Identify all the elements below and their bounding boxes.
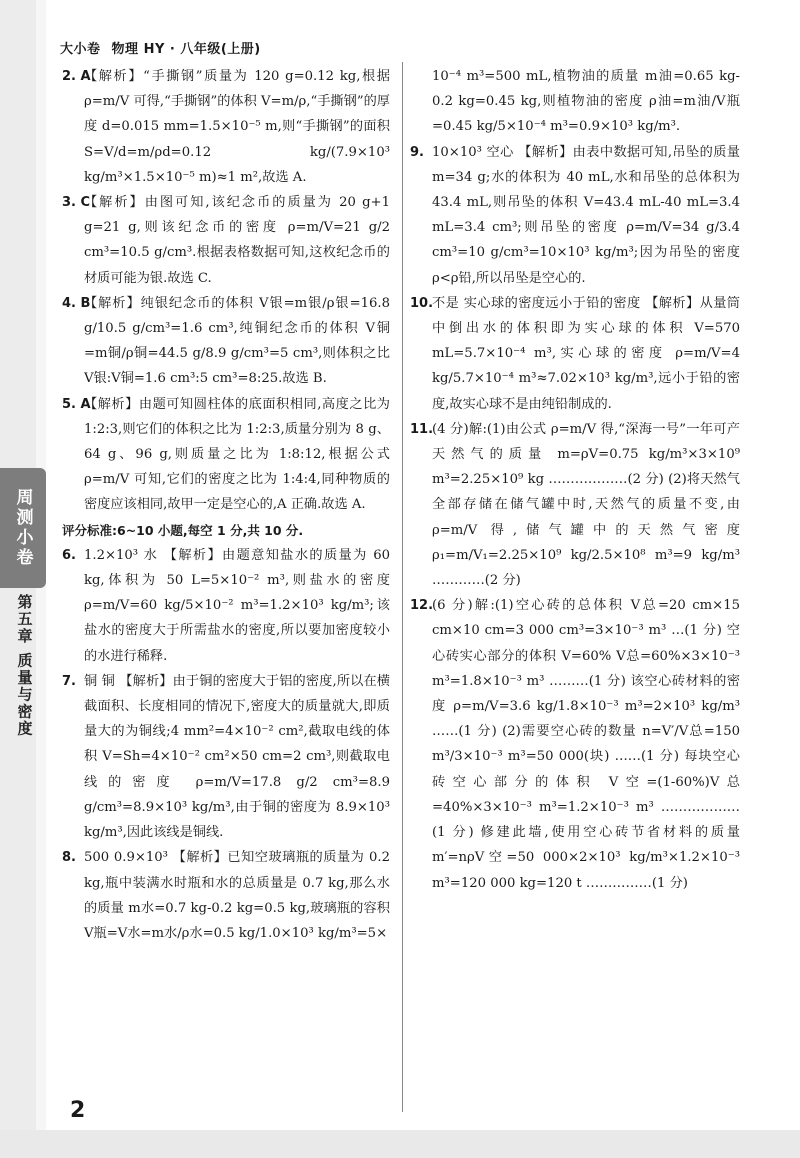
- answer-item: [62, 291, 390, 392]
- item-text: 1.2×10³ 水 【解析】由题意知盐水的质量为 60 kg,体积为 50 L=5×10⁻² m³,则盐水的密度 ρ=m/V=60 kg/5×10⁻² m³=1.2×10³ kg/m³;该盐水的密度大于所需盐水的密度,所以要加密度较小的水进行稀释.: [84, 547, 390, 664]
- item-number: 8.: [62, 850, 76, 866]
- answer-item: [62, 543, 390, 669]
- page-number: 2: [70, 1098, 86, 1123]
- answer-item: [410, 593, 740, 895]
- page-bottom-band: [0, 1130, 800, 1158]
- item-number: 5. A: [62, 396, 91, 412]
- item-text: 10×10³ 空心 【解析】由表中数据可知,吊坠的质量 m=34 g;水的体积为 40 mL,水和吊坠的总体积为 43.4 mL,则吊坠的体积 V=43.4 mL-40 mL=3.4 mL=3.4 cm³;则吊坠的密度 ρ=m/V=34 g/3.4 cm³=10 g/cm³=10×10³ kg/m³;因为吊坠的密度 ρ<ρ铅,所以吊坠是空心的.: [432, 144, 740, 286]
- item-number: 2. A: [62, 69, 91, 84]
- item-number: 4. B: [62, 295, 91, 311]
- item-number: 6.: [62, 547, 76, 563]
- item-text: 10⁻⁴ m³=500 mL,植物油的质量 m油=0.65 kg-0.2 kg=0.45 kg,则植物油的密度 ρ油=m油/V瓶=0.45 kg/5×10⁻⁴ m³=0.9×10³ kg/m³.: [432, 69, 740, 135]
- answer-item: [62, 64, 390, 190]
- item-number: 7.: [62, 673, 76, 689]
- subject-title: 物理 HY · 八年级(上册): [111, 42, 261, 57]
- answer-item: [62, 392, 390, 518]
- left-column: [62, 64, 390, 946]
- item-number: 3. C: [62, 195, 91, 211]
- item-number: 12.: [410, 598, 434, 614]
- item-number: 11.: [410, 421, 434, 437]
- answer-item: [410, 417, 740, 593]
- item-text: 【解析】“手撕钢”质量为 120 g=0.12 kg,根据 ρ=m/V 可得,“手撕钢”的体积 V=m/ρ,“手撕钢”的厚度 d=0.015 mm=1.5×10⁻⁵ m,则“手撕钢”的面积 S=V/d=m/ρd=0.12 kg/(7.9×10³ kg/m³×1.5×10⁻⁵ m)≈1 m²,故选 A.: [84, 69, 390, 185]
- item-text: 【解析】纯银纪念币的体积 V银=m银/ρ银=16.8 g/10.5 g/cm³=1.6 cm³,纯铜纪念币的体积 V铜=m铜/ρ铜=44.5 g/8.9 g/cm³=5 cm³,则体积之比 V银:V铜=1.6 cm³:5 cm³=8:25.故选 B.: [84, 295, 390, 387]
- item-text: 不是 实心球的密度远小于铅的密度 【解析】从量筒中倒出水的体积即为实心球的体积 V=570 mL=5.7×10⁻⁴ m³,实心球的密度 ρ=m/V=4 kg/5.7×10⁻⁴ m³≈7.02×10³ kg/m³,远小于铅的密度,故实心球不是由纯铅制成的.: [432, 295, 740, 412]
- side-tab: [0, 468, 46, 588]
- answer-item: [410, 64, 740, 140]
- side-tab-label: 周测小卷: [12, 488, 33, 568]
- item-text: 【解析】由题可知圆柱体的底面积相同,高度之比为 1:2:3,则它们的体积之比为 1:2:3,质量分别为 8 g、64 g、96 g,则质量之比为 1:8:12,根据公式 ρ=m/V 可知,它们的密度之比为 1:4:4,同种物质的密度应该相同,故甲一定是空心的,A 正确.故选 A.: [84, 396, 390, 513]
- item-text: (6 分)解:(1)空心砖的总体积 V总=20 cm×15 cm×10 cm=3 000 cm³=3×10⁻³ m³ …(1 分) 空心砖实心部分的体积 V=60% V总=60%×3×10⁻³ m³=1.8×10⁻³ m³ ………(1 分) 该空心砖材料的密度 ρ=m/V=3.6 kg/1.8×10⁻³ m³=2×10³ kg/m³ ……(1 分) (2)需要空心砖的数量 n=V′/V总=150 m³/3×10⁻³ m³=50 000(块) ……(1 分) 每块空心砖空心部分的体积 V空=(1-60%)V总=40%×3×10⁻³ m³=1.2×10⁻³ m³ ………………(1 分) 修建此墙,使用空心砖节省材料的质量 m′=nρV空=50 000×2×10³ kg/m³×1.2×10⁻³ m³=120 000 kg=120 t ……………(1 分): [432, 598, 740, 891]
- right-column: [410, 64, 740, 896]
- item-text: 500 0.9×10³ 【解析】已知空玻璃瓶的质量为 0.2 kg,瓶中装满水时瓶和水的总质量是 0.7 kg,那么水的质量 m水=0.7 kg-0.2 kg=0.5 kg,玻璃瓶的容积 V瓶=V水=m水/ρ水=0.5 kg/1.0×10³ kg/m³=5×: [84, 850, 390, 941]
- evaluation-criteria: 评分标准:6~10 小题,每空 1 分,共 10 分.: [62, 522, 304, 538]
- item-number: 9.: [410, 144, 424, 160]
- answer-item: [410, 291, 740, 417]
- item-text: 【解析】由图可知,该纪念币的质量为 20 g+1 g=21 g,则该纪念币的密度 ρ=m/V=21 g/2 cm³=10.5 g/cm³.根据表格数据可知,这枚纪念币的材质可能为银.故选 C.: [84, 195, 390, 286]
- answer-item: [62, 190, 390, 291]
- item-text: 铜 铜 【解析】由于铜的密度大于铝的密度,所以在横截面积、长度相同的情况下,密度大的质量就大,即质量大的为铜线;4 mm²=4×10⁻² cm²,截取电线的体积 V=Sh=4×10⁻² cm²×50 cm=2 cm³,则截取电线的密度 ρ=m/V=17.8 g/2 cm³=8.9 g/cm³=8.9×10³ kg/m³,由于铜的密度为 8.9×10³ kg/m³,因此该线是铜线.: [84, 673, 390, 841]
- page-header: [60, 38, 267, 57]
- answer-item: [410, 140, 740, 291]
- item-number: 10.: [410, 295, 434, 311]
- series-title: 大小卷: [60, 42, 101, 57]
- item-text: (4 分)解:(1)由公式 ρ=m/V 得,“深海一号”一年可产天然气的质量 m=ρV=0.75 kg/m³×3×10⁹ m³=2.25×10⁹ kg ………………(2 分) (2)将天然气全部存储在储气罐中时,天然气的质量不变,由 ρ=m/V 得,储气罐中的天然气密度 ρ₁=m/V₁=2.25×10⁹ kg/2.5×10⁸ m³=9 kg/m³ …………(2 分): [432, 421, 740, 589]
- answer-item: [62, 845, 390, 946]
- side-chapter: [8, 594, 42, 754]
- answer-item: [62, 669, 390, 845]
- side-chapter-label: 第五章 质量与密度: [15, 594, 34, 738]
- column-divider: [402, 62, 403, 1112]
